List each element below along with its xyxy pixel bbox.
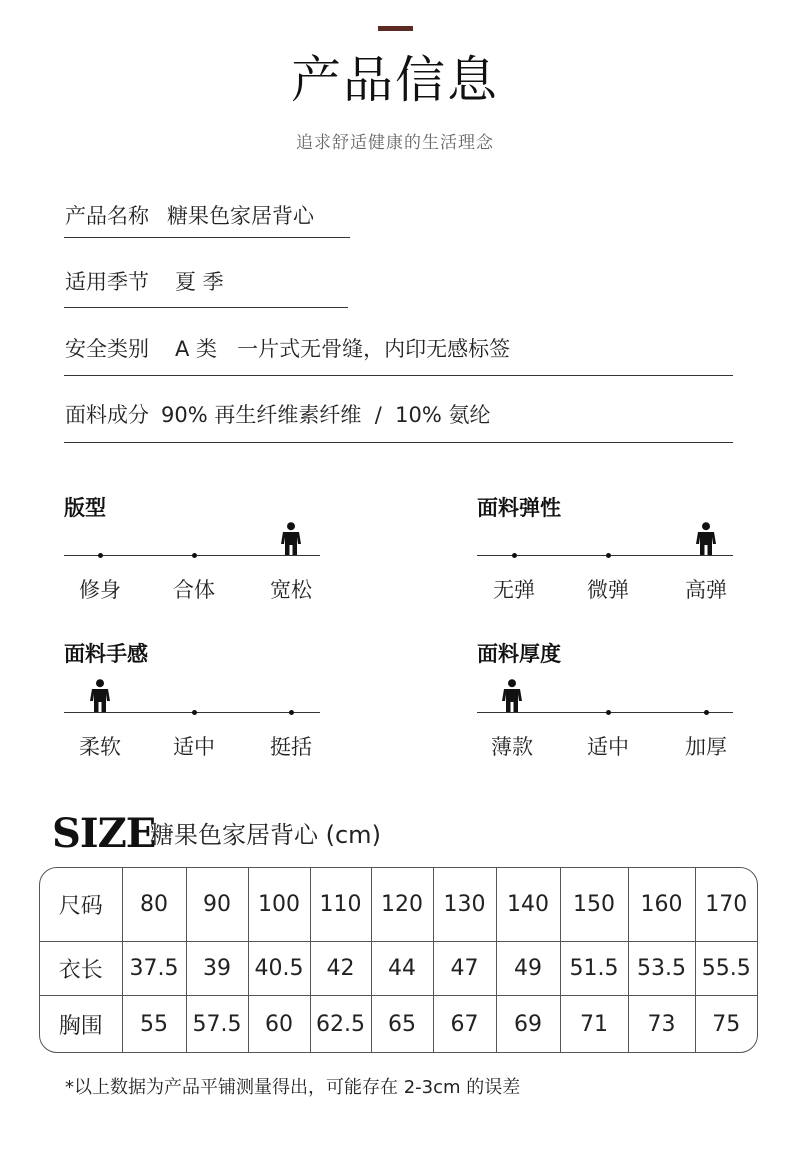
table-cell: 130 xyxy=(433,868,496,941)
table-cell: 55.5 xyxy=(695,941,757,995)
info-label: 产品名称 xyxy=(65,204,149,228)
info-row-safety xyxy=(65,333,510,363)
info-value: 夏 季 xyxy=(175,270,224,294)
scale-option-label: 薄款 xyxy=(491,735,533,759)
table-cell: 170 xyxy=(695,868,757,941)
measurement-note: *以上数据为产品平铺测量得出，可能存在 2-3cm 的误差 xyxy=(65,1077,521,1098)
scale-option-label: 微弹 xyxy=(587,578,629,602)
scale-dot xyxy=(606,553,611,558)
scale-dot xyxy=(98,553,103,558)
scale-option-label: 无弹 xyxy=(493,578,535,602)
scale-option-label: 柔软 xyxy=(79,735,121,759)
info-row-fabric xyxy=(65,399,490,429)
scale-dot xyxy=(512,553,517,558)
size-table xyxy=(39,867,758,1053)
person-icon xyxy=(89,679,111,713)
table-cell: 110 xyxy=(310,868,371,941)
page-subtitle: 追求舒适健康的生活理念 xyxy=(296,133,494,153)
table-cell: 49 xyxy=(496,941,560,995)
scale-option-label: 适中 xyxy=(587,735,629,759)
scale-dot xyxy=(192,553,197,558)
table-cell: 120 xyxy=(371,868,433,941)
table-cell: 73 xyxy=(628,995,695,1053)
scale-option-label: 加厚 xyxy=(685,735,727,759)
scale-option-label: 修身 xyxy=(79,578,121,602)
person-icon xyxy=(501,679,523,713)
scale-title: 面料手感 xyxy=(64,642,148,666)
scale-title: 面料弹性 xyxy=(477,496,561,520)
table-cell: 150 xyxy=(560,868,628,941)
scale-dot xyxy=(192,710,197,715)
size-heading: SIZE xyxy=(52,810,156,857)
scale-title: 版型 xyxy=(64,496,106,520)
table-cell: 100 xyxy=(248,868,310,941)
divider xyxy=(64,375,733,376)
table-cell: 80 xyxy=(122,868,186,941)
table-cell: 60 xyxy=(248,995,310,1053)
row-header-cell: 胸围 xyxy=(40,995,122,1053)
table-cell: 69 xyxy=(496,995,560,1053)
size-subheading: 糖果色家居背心 (cm) xyxy=(150,821,381,849)
scale-option-label: 适中 xyxy=(173,735,215,759)
divider xyxy=(64,237,350,238)
info-label: 适用季节 xyxy=(65,270,149,294)
info-value: A 类 一片式无骨缝，内印无感标签 xyxy=(175,337,511,361)
info-row-name xyxy=(65,200,314,230)
table-cell: 90 xyxy=(186,868,248,941)
table-cell: 40.5 xyxy=(248,941,310,995)
table-cell: 67 xyxy=(433,995,496,1053)
table-cell: 62.5 xyxy=(310,995,371,1053)
row-header-cell: 衣长 xyxy=(40,941,122,995)
table-cell: 39 xyxy=(186,941,248,995)
scale-dot xyxy=(704,710,709,715)
info-value: 糖果色家居背心 xyxy=(167,204,314,228)
person-icon xyxy=(695,522,717,556)
person-icon xyxy=(280,522,302,556)
table-cell: 42 xyxy=(310,941,371,995)
info-value: 90% 再生纤维素纤维 / 10% 氨纶 xyxy=(161,403,491,427)
table-cell: 55 xyxy=(122,995,186,1053)
table-cell: 140 xyxy=(496,868,560,941)
table-row xyxy=(40,941,757,995)
scale-option-label: 宽松 xyxy=(270,578,312,602)
table-cell: 71 xyxy=(560,995,628,1053)
divider xyxy=(64,307,348,308)
table-row xyxy=(40,995,757,1053)
scale-dot xyxy=(606,710,611,715)
table-cell: 57.5 xyxy=(186,995,248,1053)
row-header-cell: 尺码 xyxy=(40,868,122,941)
scale-title: 面料厚度 xyxy=(477,642,561,666)
table-cell: 51.5 xyxy=(560,941,628,995)
table-cell: 37.5 xyxy=(122,941,186,995)
table-cell: 53.5 xyxy=(628,941,695,995)
table-cell: 75 xyxy=(695,995,757,1053)
divider xyxy=(64,442,733,443)
scale-option-label: 合体 xyxy=(173,578,215,602)
info-label: 面料成分 xyxy=(65,403,149,427)
info-row-season xyxy=(65,266,224,296)
table-row xyxy=(40,868,757,941)
table-cell: 47 xyxy=(433,941,496,995)
scale-dot xyxy=(289,710,294,715)
scale-option-label: 高弹 xyxy=(685,578,727,602)
table-cell: 160 xyxy=(628,868,695,941)
table-cell: 65 xyxy=(371,995,433,1053)
table-cell: 44 xyxy=(371,941,433,995)
scale-option-label: 挺括 xyxy=(270,735,312,759)
title-accent-bar xyxy=(378,26,413,31)
info-label: 安全类别 xyxy=(65,337,149,361)
page-title: 产品信息 xyxy=(291,51,499,109)
